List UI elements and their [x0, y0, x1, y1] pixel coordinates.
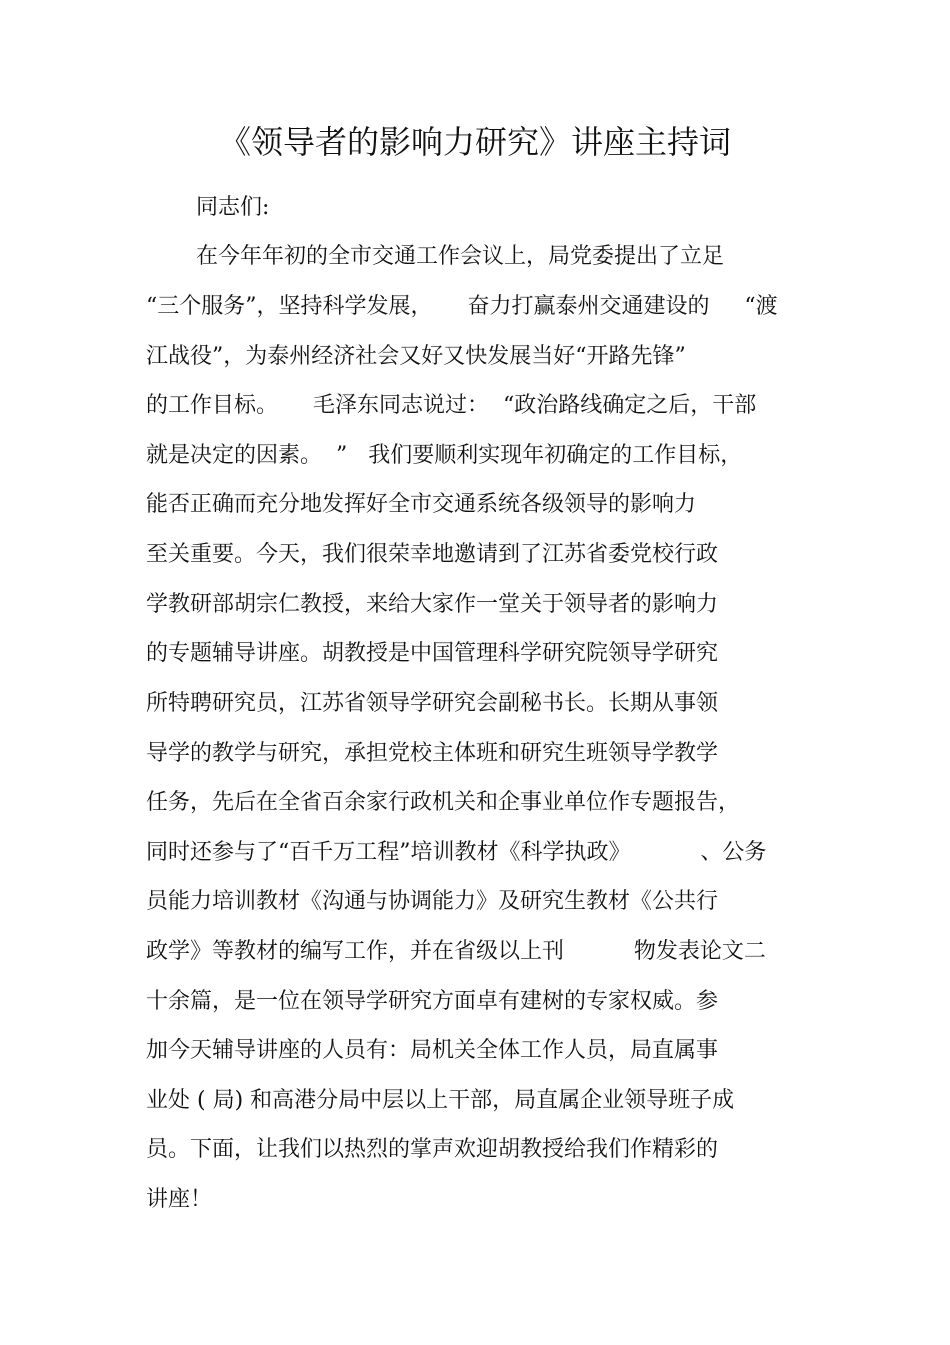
paragraph-line: 加今天辅导讲座的人员有：局机关全体工作人员，局直属事 [146, 1038, 719, 1063]
paragraph-line: 员。下面，让我们以热烈的掌声欢迎胡教授给我们作精彩的 [146, 1137, 719, 1162]
paragraph-line: 学教研部胡宗仁教授，来给大家作一堂关于领导者的影响力 [146, 592, 719, 617]
paragraph-line: 的专题辅导讲座。胡教授是中国管理科学研究院领导学研究 [146, 641, 719, 666]
paragraph-line: 江战役”，为泰州经济社会又好又快发展当好“开路先锋” [146, 344, 686, 369]
paragraph-line: 至关重要。今天，我们很荣幸地邀请到了江苏省委党校行政 [146, 542, 719, 567]
paragraph-line: 就是决定的因素。 ” 我们要顺利实现年初确定的工作目标， [146, 443, 743, 468]
paragraph-line: 在今年年初的全市交通工作会议上，局党委提出了立足 [196, 244, 725, 269]
greeting-text: 同志们: [196, 195, 270, 220]
document-title: 《领导者的影响力研究》讲座主持词 [218, 123, 731, 161]
paragraph-line: 业处 ( 局) 和高港分局中层以上干部，局直属企业领导班子成 [146, 1088, 735, 1113]
paragraph-line: 导学的教学与研究，承担党校主体班和研究生班领导学教学 [146, 741, 719, 766]
paragraph-line: 政学》等教材的编写工作，并在省级以上刊 物发表论文二 [146, 939, 766, 964]
paragraph-line: 员能力培训教材《沟通与协调能力》及研究生教材《公共行 [146, 889, 719, 914]
paragraph-line: 的工作目标。 毛泽东同志说过： “政治路线确定之后，干部 [146, 393, 757, 418]
paragraph-line: 讲座！ [146, 1187, 213, 1212]
paragraph-line: 同时还参与了“百千万工程”培训教材《科学执政》 、公务 [146, 840, 767, 865]
paragraph-line: 任务，先后在全省百余家行政机关和企事业单位作专题报告， [146, 790, 741, 815]
paragraph-line: 十余篇，是一位在领导学研究方面卓有建树的专家权威。参 [146, 989, 719, 1014]
paragraph-line: 能否正确而充分地发挥好全市交通系统各级领导的影响力 [146, 492, 697, 517]
paragraph-line: “三个服务”，坚持科学发展， 奋力打赢泰州交通建设的 “渡 [146, 294, 778, 319]
paragraph-line: 所特聘研究员，江苏省领导学研究会副秘书长。长期从事领 [146, 691, 719, 716]
